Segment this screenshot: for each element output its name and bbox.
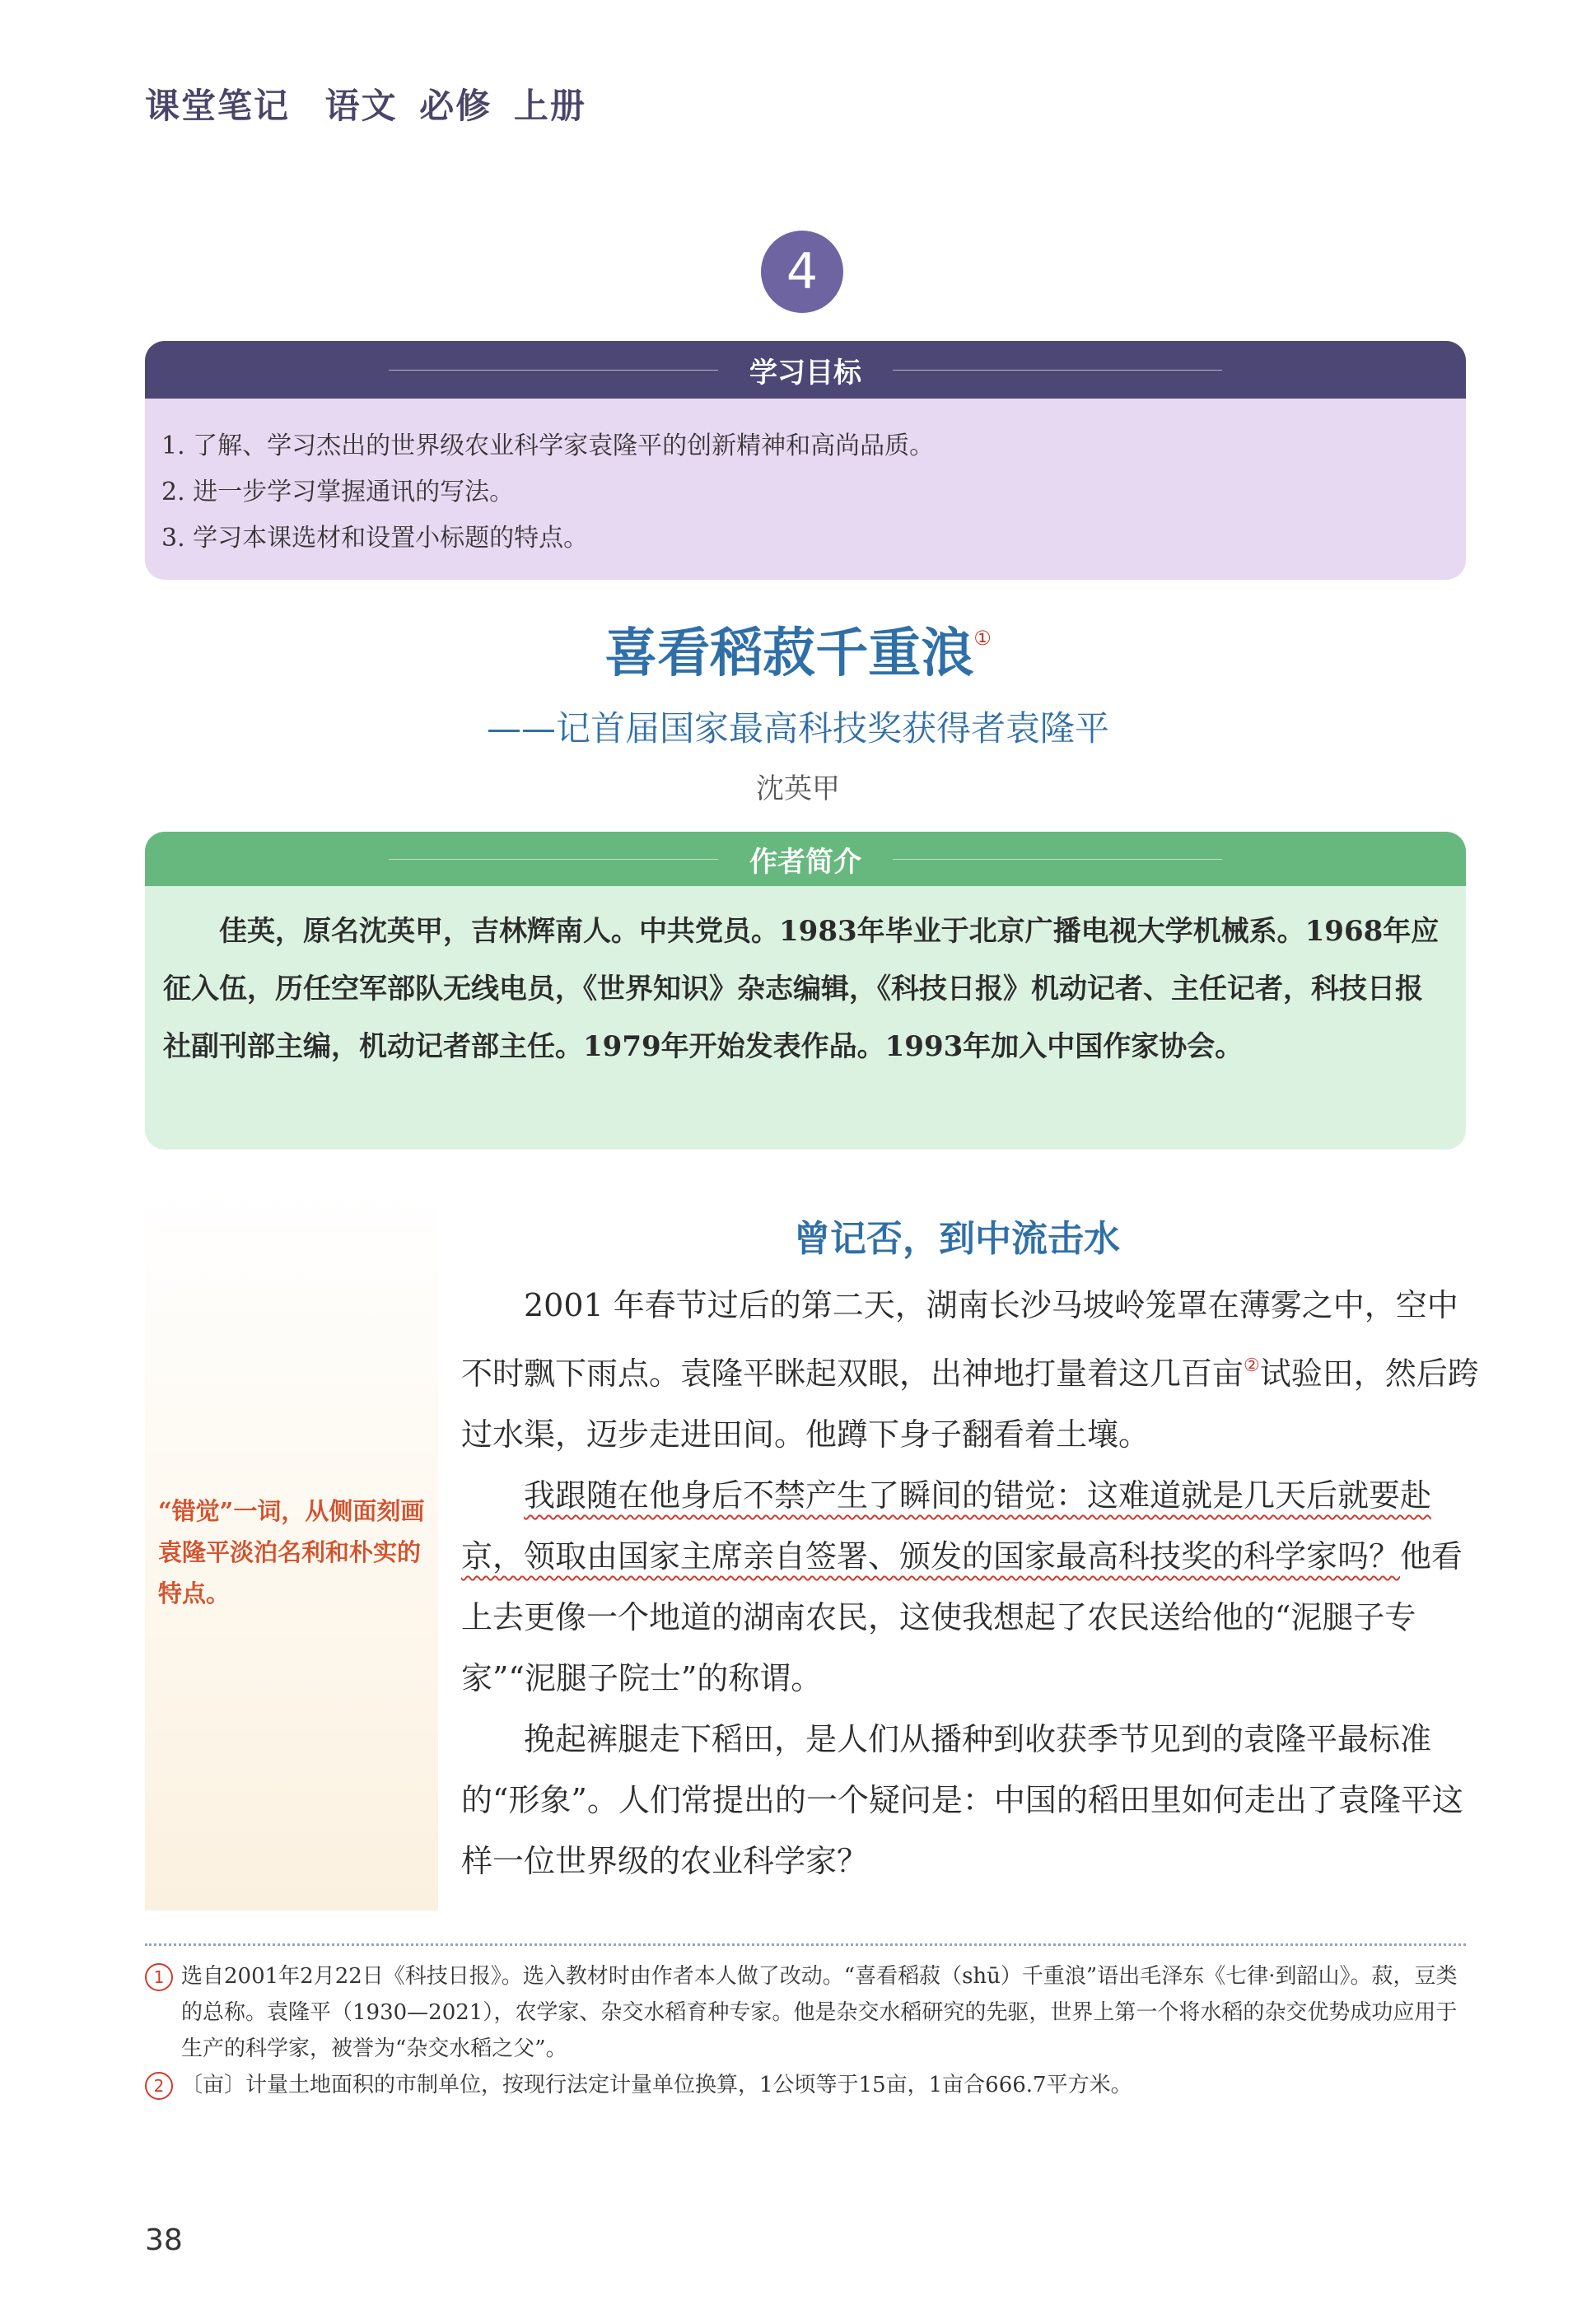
header-subject: 语文 [324, 86, 398, 126]
header-rule-right [893, 370, 1222, 371]
article-title [0, 611, 1596, 687]
paragraph: 挽起裤腿走下稻田，是人们从播种到收获季节见到的袁隆平最标准的“形象”。人们常提出的一个疑问是：中国的稻田里如何走出了袁隆平这样一位世界级的农业科学家？ [461, 1721, 1463, 1879]
header-volume: 必修 [419, 86, 492, 126]
author-intro-box [145, 832, 1466, 1150]
paragraph-text: 他看上去更像一个地道的湖南农民，这使我想起了农民送给他的“泥腿子专家”“泥腿子院士”的称谓。 [461, 1538, 1463, 1696]
article-author: 沈英甲 [756, 772, 840, 805]
goal-item: 1. 了解、学习杰出的世界级农业科学家袁隆平的创新精神和高尚品质。 [161, 432, 935, 460]
footnotes [145, 1958, 1471, 2103]
footnote-separator [145, 1943, 1466, 1946]
author-intro-header [145, 832, 1466, 886]
footnote-ref[interactable]: ② [1244, 1355, 1260, 1376]
side-annotation: “错觉”一词，从侧面刻画袁隆平淡泊名利和朴实的特点。 [158, 1497, 425, 1607]
article-subtitle: ——记首届国家最高科技奖获得者袁隆平 [486, 708, 1109, 749]
header-book: 课堂笔记 [145, 86, 291, 126]
goal-item: 3. 学习本课选材和设置小标题的特点。 [161, 524, 589, 553]
learning-goals-title: 学习目标 [749, 356, 861, 390]
underlined-sentence: 我跟随在他身后不禁产生了瞬间的错觉：这难道就是几天后就要赴京，领取由国家主席亲自签署、颁发的国家最高科技奖的科学家吗？ [461, 1477, 1432, 1575]
paragraph [461, 1465, 1482, 1709]
paragraph-text: 试验田，然后跨过水渠，迈步走进田间。他蹲下身子翻看着土壤。 [461, 1355, 1479, 1453]
title-footnote-ref[interactable]: ① [973, 627, 992, 650]
learning-goals-header [145, 341, 1466, 399]
page-number: 38 [145, 2223, 183, 2257]
author-intro-text: 佳英，原名沈英甲，吉林辉南人。中共党员。1983年毕业于北京广播电视大学机械系。1968年应征入伍，历任空军部队无线电员，《世界知识》杂志编辑，《科技日报》机动记者、主任记者，科技日报社副刊部主编，机动记者部主任。1979年开始发表作品。1993年加入中国作家协会。 [163, 915, 1440, 1063]
footnote [145, 1958, 1471, 2067]
section-heading: 曾记否，到中流击水 [794, 1218, 1120, 1260]
running-header [145, 79, 608, 128]
header-rule-right [893, 859, 1222, 860]
header-rule-left [389, 859, 718, 860]
footnote-number: 2 [145, 2072, 173, 2100]
footnote-number: 1 [145, 1963, 173, 1991]
header-part: 上册 [513, 86, 586, 126]
paragraph-text: 2001 年春节过后的第二天，湖南长沙马坡岭笼罩在薄雾之中，空中不时飘下雨点。袁隆平眯起双眼，出神地打量着这几百亩 [461, 1287, 1458, 1392]
footnote-text: 〔亩〕计量土地面积的市制单位，按现行法定计量单位换算，1公顷等于15亩，1亩合666.7平方米。 [181, 2073, 1132, 2097]
footnote-text: 选自2001年2月22日《科技日报》。选入教材时由作者本人做了改动。“喜看稻菽（shū）千重浪”语出毛泽东《七律·到韶山》。菽，豆类的总称。袁隆平（1930—2021），农学家、杂交水稻育种专家。他是杂交水稻研究的先驱，世界上第一个将水稻的杂交优势成功应用于生产的科学家，被誉为“杂交水稻之父”。 [181, 1964, 1458, 2061]
lesson-number-badge: 4 [761, 231, 843, 313]
article-body [461, 1275, 1482, 1892]
goal-item: 2. 进一步学习掌握通讯的写法。 [161, 478, 515, 506]
footnote [145, 2067, 1471, 2103]
author-intro-title: 作者简介 [749, 845, 861, 879]
learning-goals-list [145, 399, 1466, 562]
article-title-text: 喜看稻菽千重浪 [604, 623, 974, 684]
learning-goals-box [145, 341, 1466, 580]
header-rule-left [389, 370, 718, 371]
paragraph [461, 1275, 1482, 1465]
